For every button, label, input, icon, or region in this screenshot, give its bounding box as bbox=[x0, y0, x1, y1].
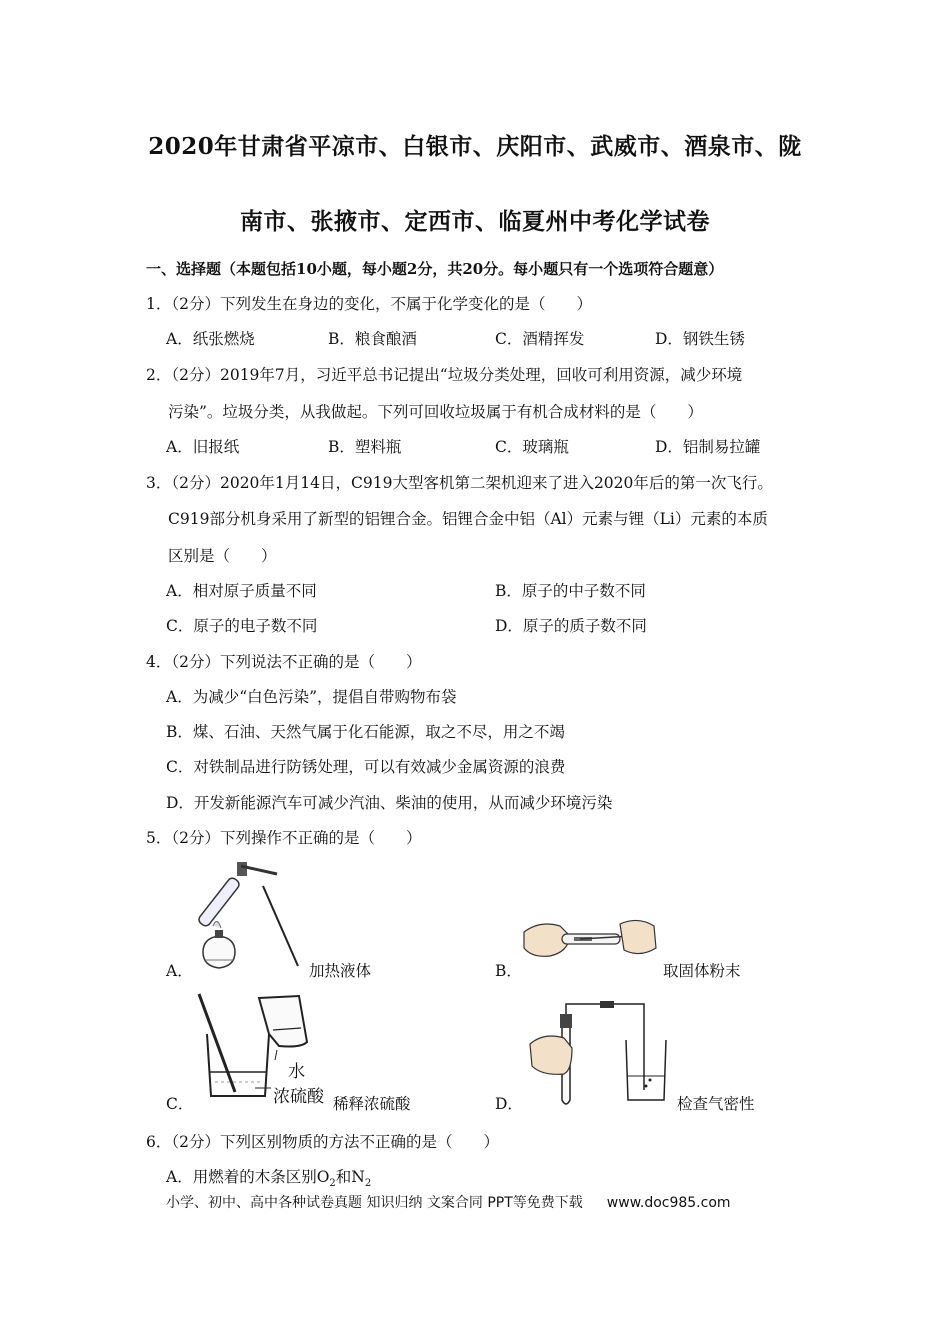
question-6-stem: 6．（2分）下列区别物质的方法不正确的是（ ） bbox=[146, 1133, 499, 1151]
q1-option-b: B．粮食酿酒 bbox=[328, 330, 417, 348]
q3-option-c: C．原子的电子数不同 bbox=[166, 617, 318, 635]
question-3-stem-line3: 区别是（ ） bbox=[168, 547, 277, 565]
question-4-stem: 4．（2分）下列说法不正确的是（ ） bbox=[146, 653, 422, 671]
q2-option-d: D．铝制易拉罐 bbox=[655, 438, 761, 456]
q5-option-c-caption: 稀释浓硫酸 bbox=[333, 1095, 411, 1113]
q5-option-d-caption: 检查气密性 bbox=[677, 1095, 755, 1113]
q4-option-c: C．对铁制品进行防锈处理，可以有效减少金属资源的浪费 bbox=[166, 758, 566, 776]
footer-site-link[interactable]: www.doc985.com bbox=[606, 1195, 731, 1211]
q4-option-b: B．煤、石油、天然气属于化石能源，取之不尽，用之不竭 bbox=[166, 723, 565, 741]
q5-option-b-caption: 取固体粉末 bbox=[663, 962, 741, 980]
q6-option-a-mid: 和N bbox=[335, 1168, 365, 1186]
q2-option-b: B．塑料瓶 bbox=[328, 438, 402, 456]
question-3-stem-line1: 3．（2分）2020年1月14日，C919大型客机第二架机迎来了进入2020年后的第一次飞行。 bbox=[146, 474, 773, 492]
q5-option-b-letter: B． bbox=[495, 962, 522, 980]
q5-option-d-letter: D． bbox=[495, 1095, 523, 1113]
section-heading: 一、选择题（本题包括10小题，每小题2分，共20分。每小题只有一个选项符合题意） bbox=[146, 260, 724, 278]
question-3-stem-line2: C919部分机身采用了新型的铝锂合金。铝锂合金中铝（Al）元素与锂（Li）元素的本质 bbox=[168, 510, 768, 528]
q3-option-d: D．原子的质子数不同 bbox=[495, 617, 647, 635]
question-2-stem-line1: 2．（2分）2019年7月，习近平总书记提出“垃圾分类处理，回收可利用资源，减少环境 bbox=[146, 366, 743, 384]
q5-option-c-letter: C． bbox=[166, 1095, 194, 1113]
q2-option-a: A．旧报纸 bbox=[166, 438, 240, 456]
q5-option-a-letter: A． bbox=[166, 962, 193, 980]
q1-option-d: D．钢铁生锈 bbox=[655, 330, 745, 348]
q4-option-d: D．开发新能源汽车可减少汽油、柴油的使用，从而减少环境污染 bbox=[166, 794, 613, 812]
q5-option-a-caption: 加热液体 bbox=[309, 962, 372, 980]
label-water: 水 bbox=[288, 1062, 305, 1082]
footer-text: 小学、初中、高中各种试卷真题 知识归纳 文案合同 PPT等免费下载 bbox=[166, 1195, 583, 1211]
exam-title-line1: 2020年甘肃省平凉市、白银市、庆阳市、武威市、酒泉市、陇 bbox=[148, 133, 802, 160]
q6-option-a-prefix: A．用燃着的木条区别O bbox=[166, 1168, 330, 1186]
q3-option-a: A．相对原子质量不同 bbox=[166, 582, 317, 600]
airtightness-figure bbox=[520, 1000, 680, 1110]
solid-powder-figure bbox=[520, 912, 660, 972]
q4-option-a: A．为减少“白色污染”，提倡自带购物布袋 bbox=[166, 688, 457, 706]
q1-option-c: C．酒精挥发 bbox=[495, 330, 585, 348]
q6-subscript-o2: 2 bbox=[329, 1178, 336, 1190]
q1-option-a: A．纸张燃烧 bbox=[166, 330, 255, 348]
question-2-stem-line2: 污染”。垃圾分类，从我做起。下列可回收垃圾属于有机合成材料的是（ ） bbox=[168, 403, 703, 421]
question-1-stem: 1．（2分）下列发生在身边的变化，不属于化学变化的是（ ） bbox=[146, 295, 592, 313]
q6-subscript-n2: 2 bbox=[364, 1178, 372, 1190]
q2-option-c: C．玻璃瓶 bbox=[495, 438, 569, 456]
q6-option-a bbox=[166, 1165, 371, 1189]
footer bbox=[166, 1192, 731, 1212]
q3-option-b: B．原子的中子数不同 bbox=[495, 582, 646, 600]
question-5-stem: 5．（2分）下列操作不正确的是（ ） bbox=[146, 829, 422, 847]
exam-title-line2: 南市、张掖市、定西市、临夏州中考化学试卷 bbox=[240, 208, 710, 235]
label-conc-acid: 浓硫酸 bbox=[273, 1087, 324, 1107]
heating-liquid-figure bbox=[195, 856, 310, 976]
